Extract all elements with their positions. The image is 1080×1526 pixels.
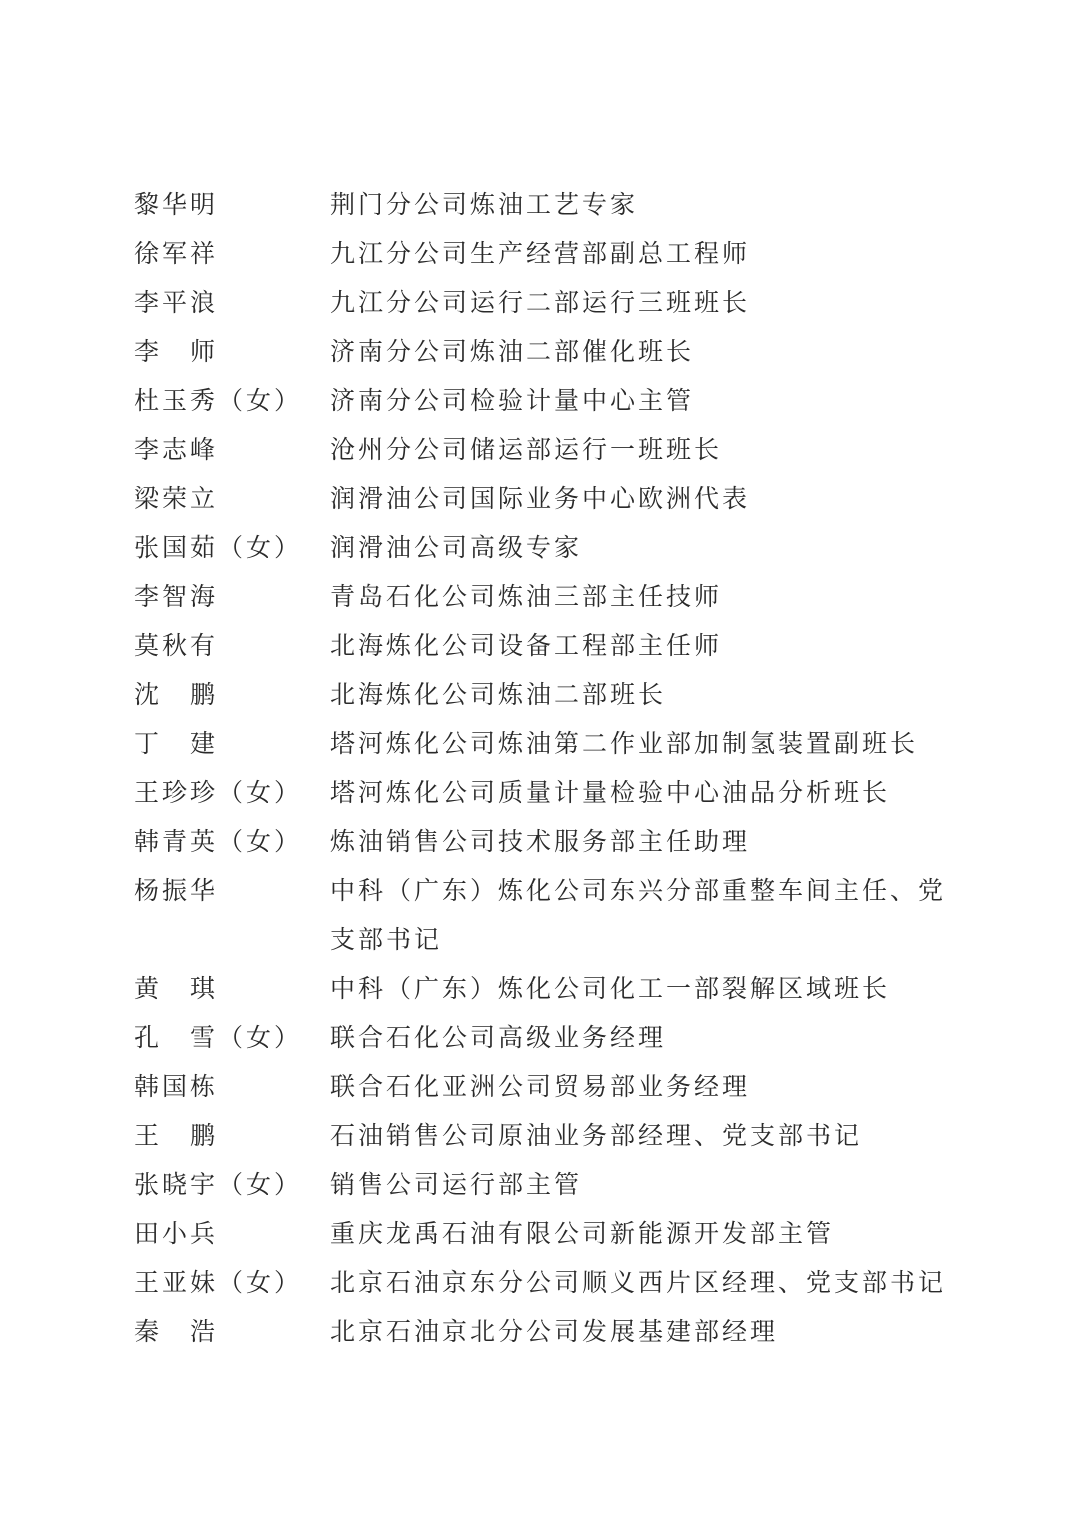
person-name: 孔 雪（女） — [134, 1023, 303, 1052]
person-title: 石油销售公司原油业务部经理、党支部书记 — [330, 1121, 863, 1150]
list-item — [134, 1258, 954, 1307]
person-title: 九江分公司生产经营部副总工程师 — [330, 239, 751, 268]
person-name: 李志峰 — [134, 435, 219, 464]
person-title: 沧州分公司储运部运行一班班长 — [330, 435, 723, 464]
list-item — [134, 1160, 954, 1209]
person-name: 王 鹏 — [134, 1121, 219, 1150]
person-name: 李平浪 — [134, 288, 219, 317]
person-name: 王珍珍（女） — [134, 778, 303, 807]
person-title: 销售公司运行部主管 — [330, 1170, 583, 1199]
person-title: 中科（广东）炼化公司东兴分部重整车间主任、党支部书记 — [330, 876, 947, 954]
list-item — [134, 1111, 954, 1160]
person-title: 九江分公司运行二部运行三班班长 — [330, 288, 751, 317]
person-title: 联合石化亚洲公司贸易部业务经理 — [330, 1072, 751, 1101]
person-name: 黄 琪 — [134, 974, 219, 1003]
person-title: 北京石油京东分公司顺义西片区经理、党支部书记 — [330, 1268, 947, 1297]
person-name: 黎华明 — [134, 190, 219, 219]
person-name: 王亚妹（女） — [134, 1268, 303, 1297]
person-name: 杜玉秀（女） — [134, 386, 303, 415]
list-item — [134, 1307, 954, 1356]
person-title: 润滑油公司国际业务中心欧洲代表 — [330, 484, 751, 513]
person-title: 荆门分公司炼油工艺专家 — [330, 190, 639, 219]
list-item — [134, 719, 954, 768]
person-name: 徐军祥 — [134, 239, 219, 268]
list-item — [134, 474, 954, 523]
person-name: 莫秋有 — [134, 631, 219, 660]
person-title: 重庆龙禹石油有限公司新能源开发部主管 — [330, 1219, 835, 1248]
person-title: 青岛石化公司炼油三部主任技师 — [330, 582, 723, 611]
list-item — [134, 768, 954, 817]
person-title: 塔河炼化公司质量计量检验中心油品分析班长 — [330, 778, 891, 807]
list-item — [134, 1209, 954, 1258]
list-item — [134, 180, 954, 229]
list-item — [134, 817, 954, 866]
list-item — [134, 1062, 954, 1111]
person-name: 梁荣立 — [134, 484, 219, 513]
person-title: 济南分公司检验计量中心主管 — [330, 386, 695, 415]
personnel-list — [134, 180, 954, 1356]
person-name: 张国茹（女） — [134, 533, 303, 562]
person-name: 张晓宇（女） — [134, 1170, 303, 1199]
person-title: 塔河炼化公司炼油第二作业部加制氢装置副班长 — [330, 729, 919, 758]
person-title: 济南分公司炼油二部催化班长 — [330, 337, 695, 366]
person-title: 中科（广东）炼化公司化工一部裂解区域班长 — [330, 974, 891, 1003]
list-item — [134, 327, 954, 376]
list-item — [134, 621, 954, 670]
list-item — [134, 523, 954, 572]
person-name: 秦 浩 — [134, 1317, 219, 1346]
person-name: 丁 建 — [134, 729, 219, 758]
list-item — [134, 670, 954, 719]
person-name: 李智海 — [134, 582, 219, 611]
list-item — [134, 229, 954, 278]
person-title: 润滑油公司高级专家 — [330, 533, 583, 562]
list-item — [134, 1013, 954, 1062]
list-item — [134, 278, 954, 327]
person-name: 沈 鹏 — [134, 680, 219, 709]
person-name: 李 师 — [134, 337, 219, 366]
person-title: 北海炼化公司设备工程部主任师 — [330, 631, 723, 660]
list-item — [134, 866, 954, 964]
person-title: 北海炼化公司炼油二部班长 — [330, 680, 667, 709]
person-name: 田小兵 — [134, 1219, 219, 1248]
person-name: 韩国栋 — [134, 1072, 219, 1101]
person-title: 炼油销售公司技术服务部主任助理 — [330, 827, 751, 856]
person-title: 联合石化公司高级业务经理 — [330, 1023, 667, 1052]
person-title: 北京石油京北分公司发展基建部经理 — [330, 1317, 779, 1346]
person-name: 韩青英（女） — [134, 827, 303, 856]
list-item — [134, 572, 954, 621]
list-item — [134, 425, 954, 474]
list-item — [134, 376, 954, 425]
person-name: 杨振华 — [134, 876, 219, 905]
list-item — [134, 964, 954, 1013]
